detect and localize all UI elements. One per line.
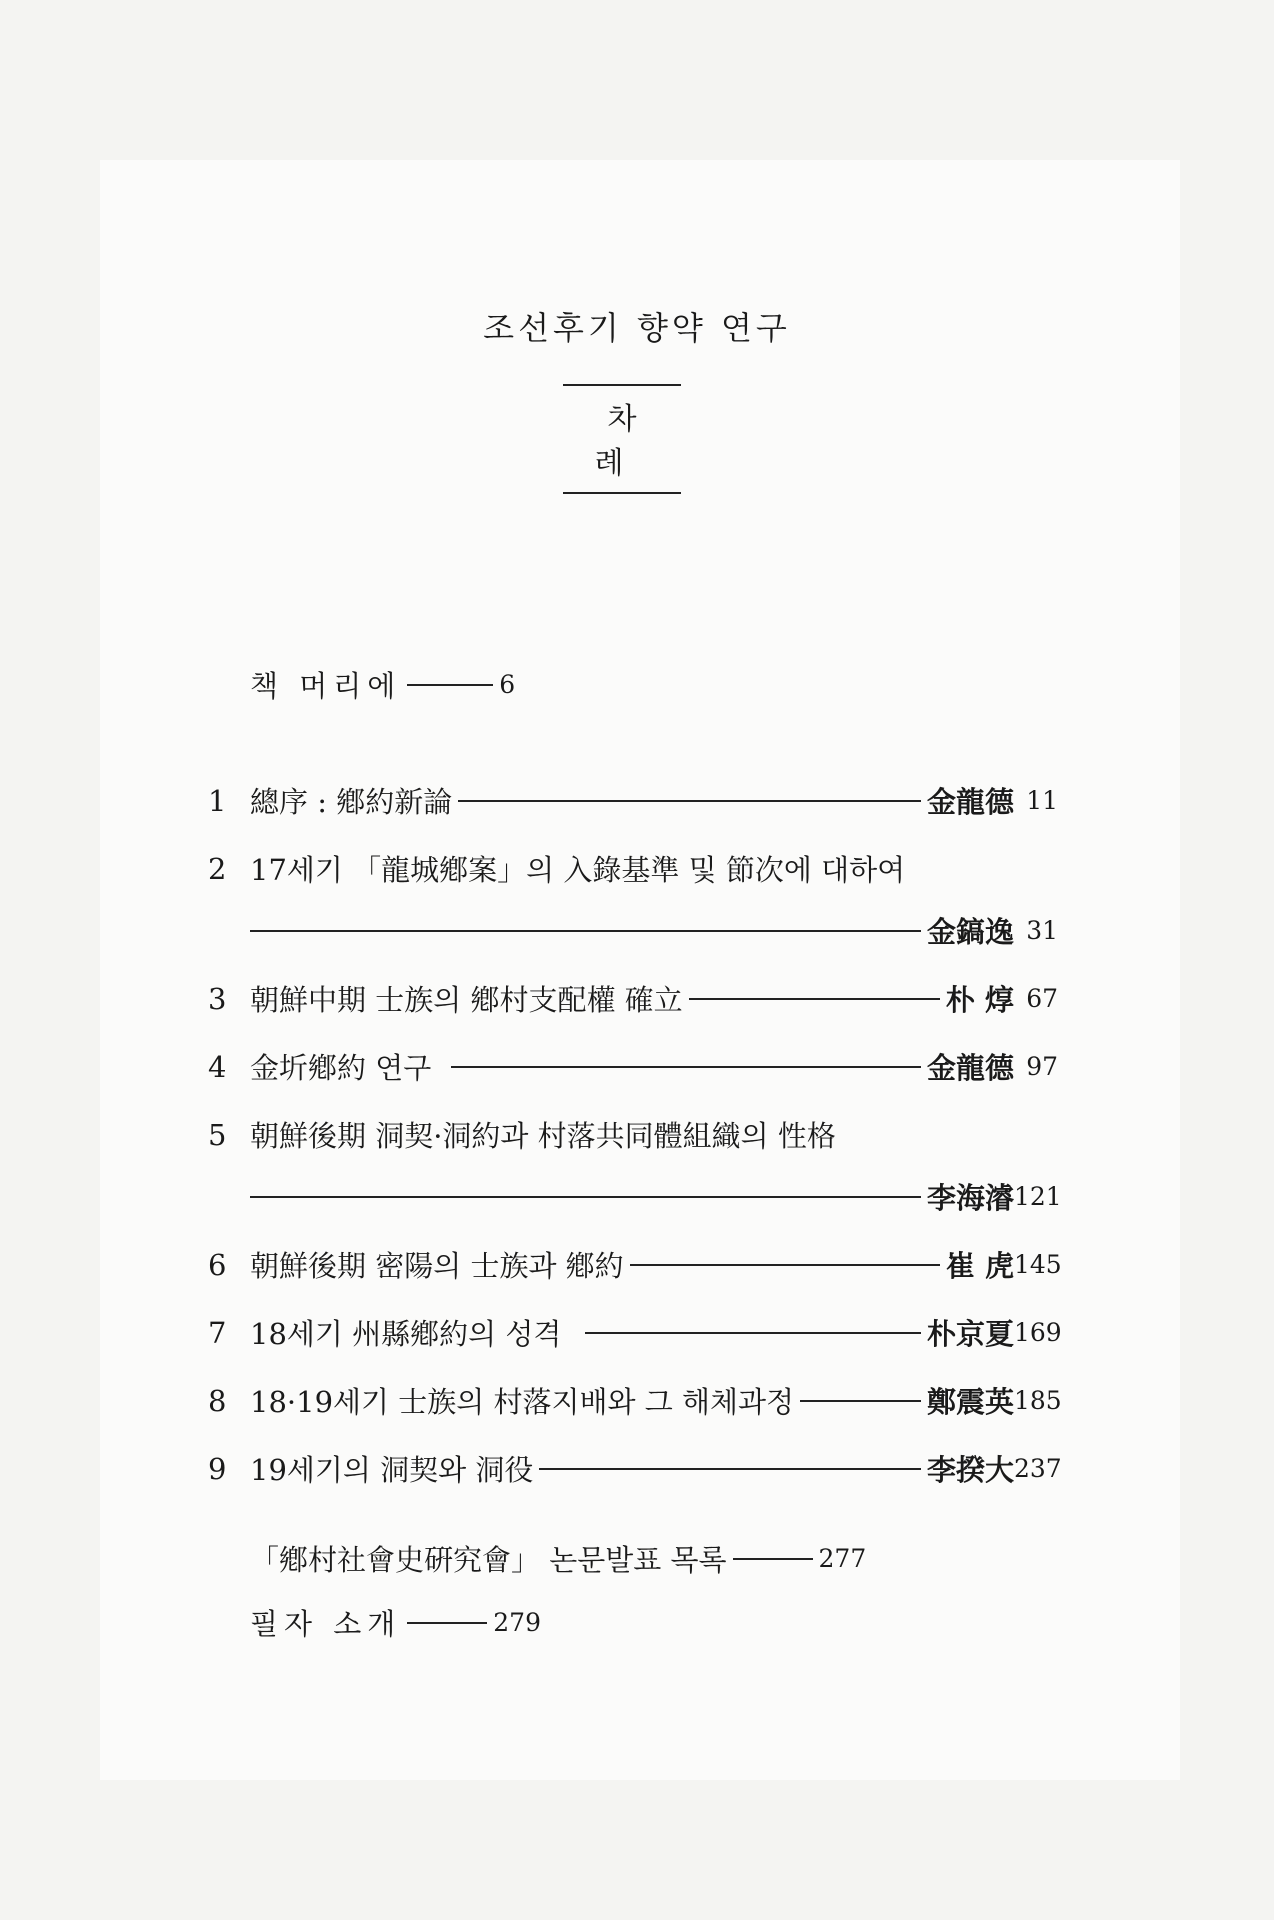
chapter-author: 金龍德 bbox=[926, 1051, 1014, 1085]
chapter-author: 金龍德 bbox=[926, 785, 1014, 819]
chapter-page: 169 bbox=[1014, 1318, 1062, 1347]
chapter-title: 朝鮮後期 密陽의 士族과 鄕約 bbox=[250, 1249, 624, 1283]
chapter-title: 朝鮮中期 士族의 鄕村支配權 確立 bbox=[250, 983, 683, 1017]
chapter-title: 18·19세기 士族의 村落지배와 그 해체과정 bbox=[250, 1385, 795, 1419]
chapter-title: 18세기 州縣鄕約의 성격 bbox=[250, 1317, 562, 1351]
toc-heading-box bbox=[563, 384, 681, 494]
chapter-number: 9 bbox=[208, 1451, 227, 1486]
leader-line bbox=[800, 1400, 921, 1402]
chapter-title: 19세기의 洞契와 洞役 bbox=[250, 1453, 534, 1487]
chapter-number: 1 bbox=[208, 783, 227, 818]
toc-entry-chapter-2[interactable] bbox=[208, 848, 905, 889]
book-title: 조선후기 향약 연구 bbox=[483, 309, 791, 347]
leader-line bbox=[630, 1264, 940, 1266]
chapter-page: 145 bbox=[1014, 1250, 1062, 1279]
toc-entry-chapter-2-continued[interactable] bbox=[250, 910, 1058, 951]
leader-line bbox=[250, 930, 921, 932]
leader-line bbox=[539, 1468, 921, 1470]
toc-entry-chapter-6[interactable] bbox=[208, 1244, 1062, 1285]
chapter-author: 朴京夏 bbox=[926, 1317, 1014, 1351]
toc-entry-chapter-8[interactable] bbox=[208, 1380, 1062, 1421]
leader-line bbox=[689, 998, 940, 1000]
toc-entry-chapter-1[interactable] bbox=[208, 780, 1058, 821]
leader-line bbox=[250, 1196, 921, 1198]
leader-line bbox=[585, 1332, 921, 1334]
chapter-number: 7 bbox=[208, 1315, 227, 1350]
chapter-number: 2 bbox=[208, 851, 227, 886]
chapter-page: 31 bbox=[1026, 916, 1058, 945]
toc-entry-chapter-4[interactable] bbox=[208, 1046, 1058, 1087]
appendix-page: 279 bbox=[493, 1608, 541, 1637]
chapter-author: 崔 虎 bbox=[945, 1249, 1014, 1283]
leader-line bbox=[407, 684, 493, 686]
chapter-title: 17세기 「龍城鄕案」의 入錄基準 및 節次에 대하여 bbox=[250, 853, 906, 887]
toc-entry-preface[interactable] bbox=[250, 664, 515, 705]
chapter-number: 5 bbox=[208, 1117, 227, 1152]
toc-entry-chapter-5[interactable] bbox=[208, 1114, 836, 1155]
chapter-author: 李揆大 bbox=[926, 1453, 1014, 1487]
appendix-label: 필자 소개 bbox=[250, 1607, 402, 1641]
toc-entry-appendix-1[interactable] bbox=[250, 1538, 866, 1579]
appendix-page: 277 bbox=[818, 1544, 867, 1573]
toc-entry-chapter-9[interactable] bbox=[208, 1448, 1062, 1489]
chapter-title: 金圻鄕約 연구 bbox=[250, 1051, 432, 1085]
toc-entry-appendix-2[interactable] bbox=[250, 1602, 541, 1643]
chapter-author: 鄭震英 bbox=[926, 1385, 1014, 1419]
chapter-number: 8 bbox=[208, 1383, 227, 1418]
chapter-page: 67 bbox=[1026, 984, 1058, 1013]
leader-line bbox=[451, 1066, 921, 1068]
chapter-author: 朴 焞 bbox=[945, 983, 1014, 1017]
chapter-number: 6 bbox=[208, 1247, 227, 1282]
chapter-page: 121 bbox=[1014, 1182, 1062, 1211]
leader-line bbox=[733, 1558, 813, 1560]
chapter-number: 3 bbox=[208, 981, 227, 1016]
toc-entry-chapter-5-continued[interactable] bbox=[250, 1176, 1062, 1217]
chapter-author: 李海濬 bbox=[926, 1181, 1014, 1215]
chapter-title: 總序 : 鄕約新論 bbox=[250, 785, 453, 819]
chapter-author: 金鎬逸 bbox=[926, 915, 1014, 949]
chapter-page: 11 bbox=[1026, 786, 1058, 815]
chapter-page: 237 bbox=[1014, 1454, 1062, 1483]
appendix-label: 「鄕村社會史硏究會」 논문발표 목록 bbox=[250, 1543, 727, 1577]
toc-heading: 차 례 bbox=[594, 402, 663, 481]
preface-label: 책 머리에 bbox=[250, 669, 402, 703]
chapter-number: 4 bbox=[208, 1049, 227, 1084]
toc-entry-chapter-3[interactable] bbox=[208, 978, 1058, 1019]
chapter-title: 朝鮮後期 洞契·洞約과 村落共同體組織의 性格 bbox=[250, 1119, 836, 1153]
chapter-page: 185 bbox=[1014, 1386, 1062, 1415]
leader-line bbox=[407, 1622, 487, 1624]
preface-page: 6 bbox=[499, 670, 516, 699]
chapter-page: 97 bbox=[1026, 1052, 1058, 1081]
toc-entry-chapter-7[interactable] bbox=[208, 1312, 1062, 1353]
leader-line bbox=[458, 800, 921, 802]
